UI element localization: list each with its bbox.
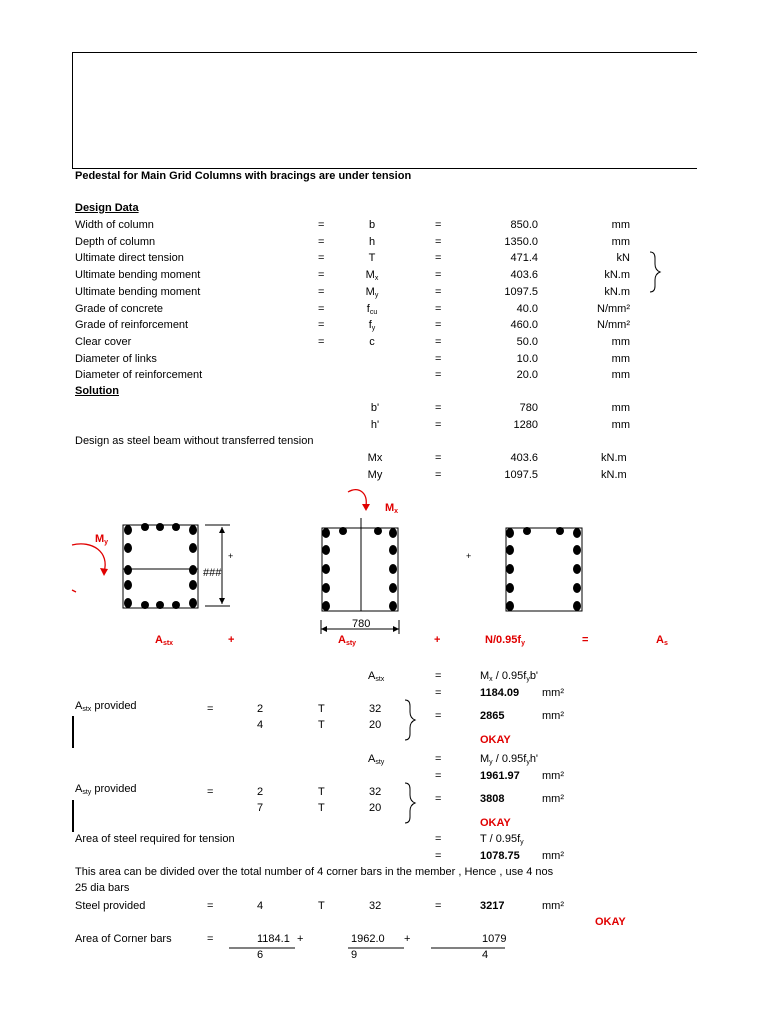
design-data-value: 20.0 [516, 369, 538, 382]
moment-symbol: My [367, 468, 383, 481]
design-data-symbol: T [368, 252, 376, 265]
design-data-label: Clear cover [75, 335, 132, 348]
steel-provided-status: OKAY [595, 916, 626, 928]
design-data-unit: N/mm² [597, 319, 630, 332]
dim-hash-label: ### [203, 567, 222, 579]
brace-design-data [650, 252, 660, 292]
astx-provided-eq: = [207, 703, 214, 715]
design-data-value: 10.0 [516, 352, 538, 365]
design-data-unit: kN [616, 252, 630, 265]
solution-symbol: b' [370, 402, 380, 414]
solution-value: 1280 [513, 418, 538, 431]
design-data-eq-2: = [435, 335, 442, 348]
asty-row2-d: 20 [369, 802, 382, 814]
eq-asty: $A_{sty}$ [338, 634, 357, 647]
design-data-eq-1: = [318, 335, 325, 348]
asty-status: OKAY [480, 817, 511, 829]
eq-plus-2: + [434, 634, 441, 646]
section-1-outline [123, 525, 198, 608]
design-data-eq-2: = [435, 269, 442, 282]
corner-bars-eq: = [207, 933, 214, 945]
steel-provided-eq: = [207, 900, 214, 912]
steel-provided-d: 32 [369, 900, 382, 912]
design-data-eq-1: = [318, 252, 325, 265]
asty-row2-n: 7 [257, 802, 264, 814]
design-data-value: 460.0 [510, 319, 538, 332]
corner-d3: 4 [482, 949, 489, 961]
astx-status: OKAY [480, 734, 511, 746]
astx-formula: $M_x / 0.95f_yb'$ [480, 670, 539, 683]
eq-tension: $N/0.95f_y$ [485, 634, 525, 647]
astx-row1-t: T [318, 703, 325, 715]
eq-equals: = [582, 634, 589, 646]
eq-as: $A_s$ [656, 634, 668, 647]
asty-provided-eq: = [207, 786, 214, 798]
design-data-symbol: h [368, 235, 376, 248]
corner-d1: 6 [257, 949, 264, 961]
moment-symbol: Mx [367, 452, 383, 464]
moment-eq: = [435, 468, 442, 481]
eq-astx: $A_{stx}$ [155, 634, 174, 647]
asty-total-eq: = [435, 793, 442, 805]
design-data-label: Ultimate bending moment [75, 285, 201, 298]
design-data-unit: N/mm² [597, 302, 630, 315]
design-data-symbol: $M_y$ [365, 285, 379, 299]
solution-eq: = [435, 418, 442, 431]
design-data-label: Grade of concrete [75, 302, 164, 315]
tension-unit: mm² [542, 850, 564, 862]
design-data-label: Diameter of links [75, 352, 157, 365]
tension-eq-1: = [435, 833, 442, 845]
asty-row2-t: T [318, 802, 325, 814]
design-data-value: 471.4 [510, 252, 538, 265]
asty-total-unit: mm² [542, 793, 564, 805]
page-title: Pedestal for Main Grid Columns with bracings are under tension [75, 170, 412, 182]
design-data-label: Ultimate bending moment [75, 269, 201, 282]
section-2-outline [322, 528, 398, 611]
note-line-1: This area can be divided over the total number of 4 corner bars in the member , Hence , use 4 nos [75, 866, 554, 878]
design-data-label: Width of column [75, 219, 154, 231]
asty-formula: $M_y / 0.95f_yh'$ [480, 753, 539, 766]
astx-row1-d: 32 [369, 703, 382, 715]
corner-bars-label: Area of Corner bars [75, 933, 172, 945]
brace-asty [405, 783, 415, 823]
solution-unit: mm [611, 402, 630, 414]
tension-value: 1078.75 [480, 850, 520, 862]
corner-n3: 1079 [482, 933, 507, 945]
design-data-value: 850.0 [510, 219, 538, 231]
design-data-eq-1: = [318, 219, 325, 231]
moment-unit: kN.m [601, 452, 627, 464]
tension-formula: T / $0.95f_y$ [480, 833, 524, 846]
design-note: Design as steel beam without transferred tension [75, 435, 314, 447]
asty-provided-label: $A_{sty}$ provided [75, 783, 137, 796]
astx-row2-n: 4 [257, 719, 264, 731]
asty-eq-2: = [435, 770, 442, 782]
design-data-label: Diameter of reinforcement [75, 369, 203, 382]
corner-n1: 1184.1 [257, 933, 290, 945]
dim-780-label: 780 [352, 618, 371, 630]
astx-row2-d: 20 [369, 719, 382, 731]
section-3-outline [506, 528, 582, 611]
mx-arrow-curve [348, 490, 366, 506]
my-label: $M_y$ [95, 533, 109, 546]
moment-unit: kN.m [601, 468, 627, 481]
design-data-heading: Design Data [75, 202, 139, 214]
design-data-symbol: $f_{cu}$ [366, 302, 378, 316]
rebar-dots-section-2 [322, 527, 397, 611]
design-data-label: Grade of reinforcement [75, 319, 189, 332]
steel-provided-value: 3217 [480, 900, 505, 912]
asty-eq-1: = [435, 753, 442, 765]
asty-total: 3808 [480, 793, 505, 805]
design-data-unit: mm [611, 352, 630, 365]
solution-symbol: h' [370, 418, 380, 431]
plus-sign-2: + [466, 551, 472, 561]
solution-heading: Solution [75, 385, 119, 397]
asty-row1-n: 2 [257, 786, 264, 798]
astx-row1-n: 2 [257, 703, 264, 715]
design-data-eq-2: = [435, 319, 442, 332]
design-data-eq-2: = [435, 369, 442, 382]
astx-total-unit: mm² [542, 710, 564, 722]
astx-unit: mm² [542, 687, 564, 699]
my-arrow-tail [72, 590, 76, 592]
design-data-eq-1: = [318, 269, 325, 282]
design-data-eq-2: = [435, 219, 442, 231]
design-data-unit: mm [611, 369, 630, 382]
design-data-unit: kN.m [604, 285, 630, 298]
design-data-unit: mm [611, 219, 630, 231]
design-data-label: Ultimate direct tension [75, 252, 184, 265]
design-data-symbol: c [369, 335, 375, 348]
solution-value: 780 [519, 402, 538, 414]
design-data-eq-2: = [435, 302, 442, 315]
design-data-value: 50.0 [516, 335, 538, 348]
design-data-unit: mm [611, 235, 630, 248]
design-data-eq-1: = [318, 302, 325, 315]
rebar-dots-section-3 [506, 527, 581, 611]
astx-symbol: $A_{stx}$ [368, 670, 385, 683]
mx-arrowhead [362, 504, 370, 511]
astx-value: 1184.09 [480, 687, 520, 699]
astx-total: 2865 [480, 710, 505, 722]
design-data-unit: mm [611, 335, 630, 348]
asty-value: 1961.97 [480, 770, 520, 782]
design-data-eq-1: = [318, 235, 325, 248]
steel-provided-n: 4 [257, 900, 264, 912]
corner-n2: 1962.0 [351, 933, 385, 945]
asty-row1-t: T [318, 786, 325, 798]
tension-steel-label: Area of steel required for tension [75, 833, 235, 845]
astx-eq-1: = [435, 670, 442, 682]
astx-row2-t: T [318, 719, 325, 731]
asty-row1-d: 32 [369, 786, 382, 798]
design-data-symbol: b [368, 219, 376, 231]
design-data-eq-2: = [435, 285, 442, 298]
steel-provided-unit: mm² [542, 900, 564, 912]
design-data-value: 40.0 [516, 302, 538, 315]
design-data-eq-2: = [435, 252, 442, 265]
solution-eq: = [435, 402, 442, 414]
eq-plus-1: + [228, 634, 235, 646]
mx-label: $M_x$ [385, 502, 399, 515]
my-arrowhead [100, 568, 108, 576]
steel-provided-eq-2: = [435, 900, 442, 912]
design-data-eq-1: = [318, 285, 325, 298]
steel-provided-label: Steel provided [75, 900, 146, 912]
corner-plus-1: + [297, 933, 304, 945]
moment-value: 403.6 [510, 452, 538, 464]
design-data-symbol: $M_x$ [365, 269, 379, 283]
moment-eq: = [435, 452, 442, 464]
brace-astx [405, 700, 415, 740]
design-data-value: 403.6 [510, 269, 538, 282]
solution-unit: mm [611, 418, 630, 431]
design-data-eq-1: = [318, 319, 325, 332]
design-data-value: 1350.0 [504, 235, 538, 248]
note-line-2: 25 dia bars [75, 882, 130, 894]
design-data-symbol: $f_y$ [368, 319, 376, 333]
asty-unit: mm² [542, 770, 564, 782]
asty-symbol: $A_{sty}$ [368, 753, 385, 766]
design-data-eq-2: = [435, 352, 442, 365]
rebar-dots-section-1 [124, 523, 197, 609]
design-data-value: 1097.5 [504, 285, 538, 298]
corner-d2: 9 [351, 949, 358, 961]
design-data-unit: kN.m [604, 269, 630, 282]
design-data-eq-2: = [435, 235, 442, 248]
astx-provided-label: $A_{stx}$ provided [75, 700, 137, 713]
astx-eq-2: = [435, 687, 442, 699]
corner-plus-2: + [404, 933, 411, 945]
moment-value: 1097.5 [504, 468, 538, 481]
plus-sign-1: + [228, 551, 234, 561]
astx-total-eq: = [435, 710, 442, 722]
design-data-label: Depth of column [75, 235, 156, 248]
tension-eq-2: = [435, 850, 442, 862]
steel-provided-t: T [318, 900, 325, 912]
